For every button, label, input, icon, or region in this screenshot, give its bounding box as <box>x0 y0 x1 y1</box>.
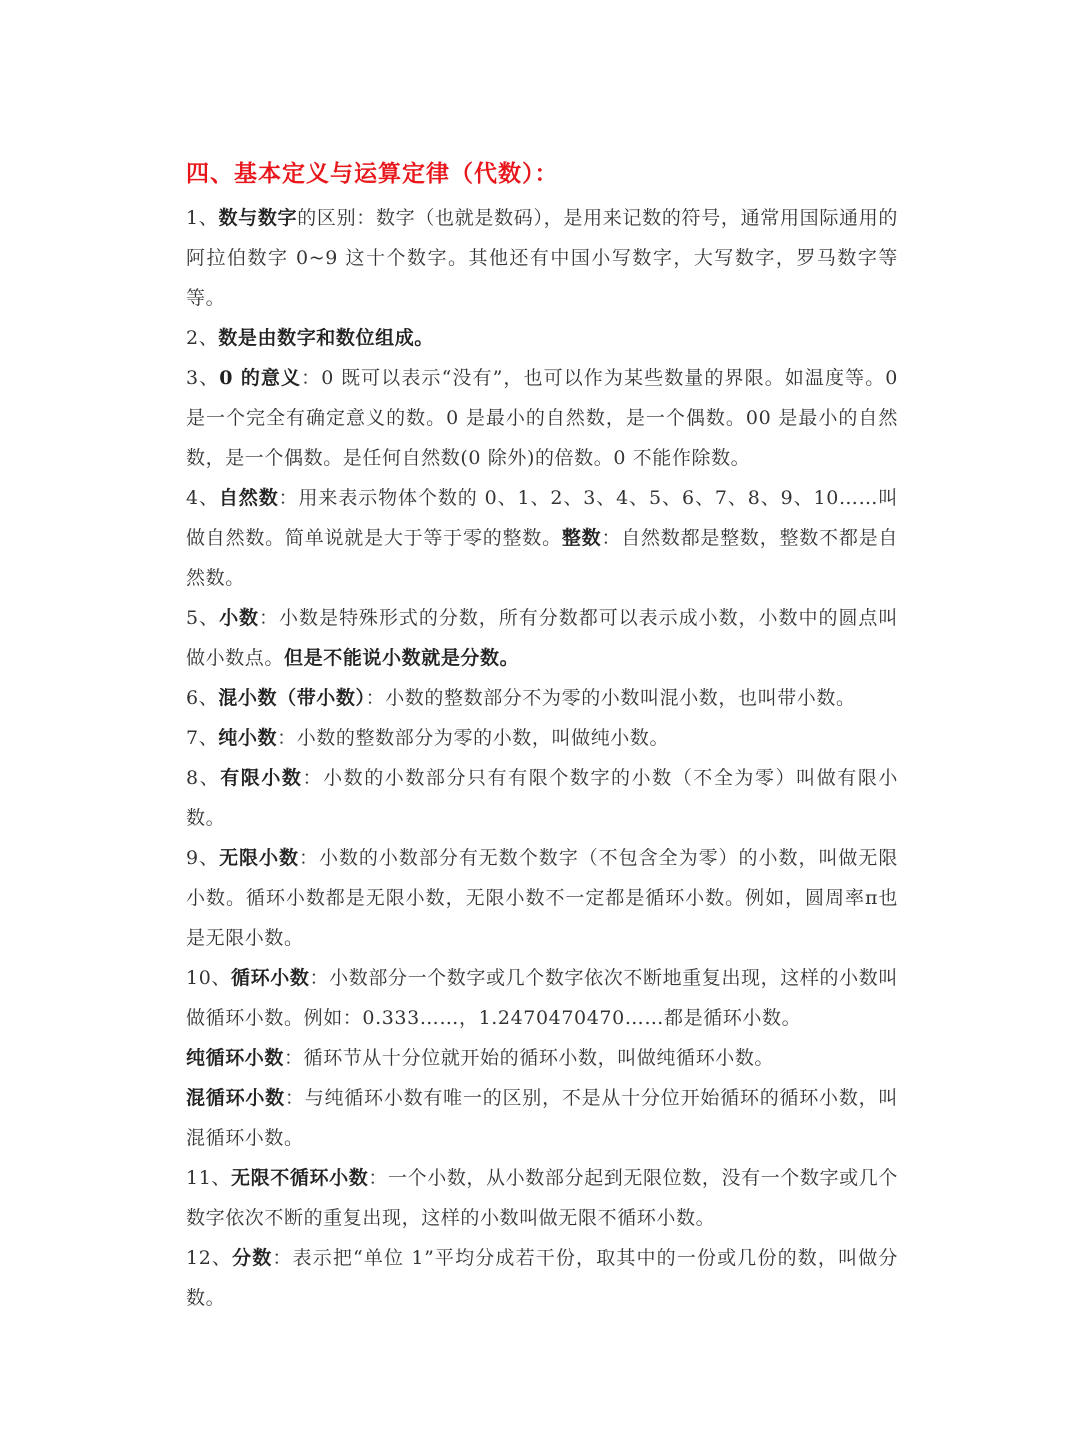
definition-text: 6、 <box>186 687 219 709</box>
definition-term: 自然数 <box>218 487 279 509</box>
definition-text: ：小数是特殊形式的分数，所有分数都可以表示成小数，小数中的圆点叫做小数点。 <box>186 607 899 669</box>
definition-paragraph <box>186 958 898 1038</box>
definition-text: 3、 <box>186 367 220 389</box>
definition-paragraph <box>186 198 898 318</box>
definition-term: 无限小数 <box>219 847 299 869</box>
definition-text: ：循环节从十分位就开始的循环小数，叫做纯循环小数。 <box>284 1047 775 1069</box>
definition-text: ：表示把“单位 1”平均分成若干份，取其中的一份或几份的数，叫做分数。 <box>186 1247 898 1309</box>
definition-text: ：小数的整数部分为零的小数，叫做纯小数。 <box>277 727 670 749</box>
definition-paragraph <box>186 678 898 718</box>
definition-paragraph <box>186 598 898 678</box>
definition-list <box>186 198 898 1318</box>
definition-text: ：用来表示物体个数的 0、1、2、3、4、5、6、7、8、9、10……叫做自然数。简单说就是大于等于零的整数。 <box>186 487 899 549</box>
definition-paragraph <box>186 1038 898 1078</box>
definition-text: ：小数的整数部分不为零的小数叫混小数，也叫带小数。 <box>365 687 856 709</box>
definition-text: 12、 <box>186 1247 233 1269</box>
definition-term: 循环小数 <box>231 967 310 989</box>
definition-text: ：小数的小数部分有无数个数字（不包含全为零）的小数，叫做无限小数。循环小数都是无限小数，无限小数不一定都是循环小数。例如，圆周率π也是无限小数。 <box>186 847 898 949</box>
definition-text: ：一个小数，从小数部分起到无限位数，没有一个数字或几个数字依次不断的重复出现，这样的小数叫做无限不循环小数。 <box>186 1167 898 1229</box>
definition-text: 2、 <box>186 327 219 349</box>
definition-term: 数与数字 <box>218 207 298 229</box>
definition-text: 7、 <box>186 727 219 749</box>
definition-paragraph <box>186 1078 898 1158</box>
definition-paragraph <box>186 478 898 598</box>
definition-paragraph <box>186 758 898 838</box>
definition-text: ：0 既可以表示“没有”，也可以作为某些数量的界限。如温度等。0 是一个完全有确定意义的数。0 是最小的自然数，是一个偶数。00 是最小的自然数，是一个偶数。是任何自然数(0 除外)的倍数。0 不能作除数。 <box>186 367 898 469</box>
definition-term: 无限不循环小数 <box>231 1167 369 1189</box>
definition-text: 的区别：数字（也就是数码），是用来记数的符号，通常用国际通用的阿拉伯数字 0~9 这十个数字。其他还有中国小写数字，大写数字，罗马数字等等。 <box>186 207 898 309</box>
definition-term: 0 的意义 <box>219 367 302 389</box>
definition-paragraph <box>186 838 898 958</box>
definition-text: 11、 <box>186 1167 232 1189</box>
definition-term: 有限小数 <box>220 767 303 789</box>
definition-text: 8、 <box>186 767 221 789</box>
definition-term: 分数 <box>232 1247 273 1269</box>
definition-text: ：自然数都是整数，整数不都是自然数。 <box>186 527 899 589</box>
definition-term: 纯小数 <box>218 727 278 749</box>
definition-term: 整数 <box>561 527 602 549</box>
definition-term: 纯循环小数 <box>186 1047 285 1069</box>
definition-paragraph <box>186 1238 898 1318</box>
definition-term: 但是不能说小数就是分数。 <box>284 647 520 669</box>
section-title: 四、基本定义与运算定律（代数）： <box>186 160 559 187</box>
definition-term: 小数 <box>219 607 260 629</box>
definition-text: 4、 <box>186 487 219 509</box>
definition-text: 9、 <box>186 847 220 869</box>
definition-paragraph <box>186 718 898 758</box>
definition-text: 10、 <box>186 967 232 989</box>
definition-paragraph <box>186 358 898 478</box>
definition-text: 5、 <box>186 607 220 629</box>
document-page <box>186 150 898 1318</box>
definition-paragraph <box>186 1158 898 1238</box>
definition-term: 混循环小数 <box>186 1087 285 1109</box>
definition-text: 1、 <box>186 207 219 229</box>
definition-term: 数是由数字和数位组成。 <box>218 327 434 349</box>
definition-text: ：小数部分一个数字或几个数字依次不断地重复出现，这样的小数叫做循环小数。例如：0.333……，1.2470470470……都是循环小数。 <box>186 967 898 1029</box>
definition-text: ：小数的小数部分只有有限个数字的小数（不全为零）叫做有限小数。 <box>186 767 899 829</box>
definition-text: ：与纯循环小数有唯一的区别，不是从十分位开始循环的循环小数，叫混循环小数。 <box>186 1087 898 1149</box>
definition-paragraph <box>186 318 898 358</box>
definition-term: 混小数（带小数） <box>218 687 366 709</box>
